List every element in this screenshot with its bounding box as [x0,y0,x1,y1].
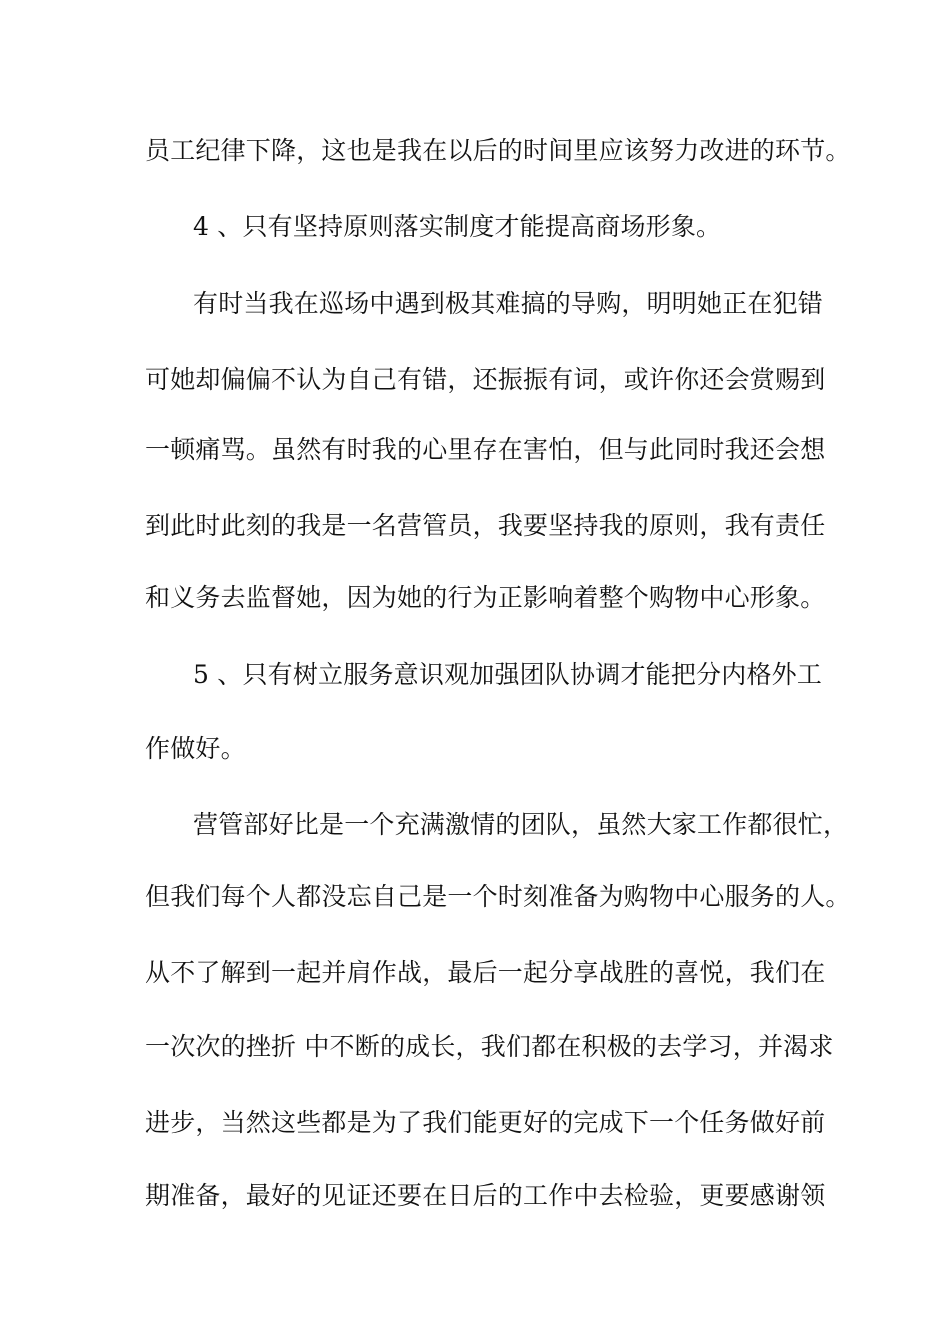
text-line: 和义务去监督她，因为她的行为正影响着整个购物中心形象。 [145,583,826,612]
text-line: 员工纪律下降，这也是我在以后的时间里应该努力改进的环节。 [145,136,851,165]
text-line: 一次次的挫折 中不断的成长，我们都在积极的去学习，并渴求 [145,1032,834,1061]
text-line: 一顿痛骂。虽然有时我的心里存在害怕，但与此同时我还会想 [145,435,826,464]
section-heading: 5 、只有树立服务意识观加强团队协调才能把分内格外工 [193,660,823,689]
text-line: 作做好。 [145,734,246,763]
text-line: 但我们每个人都没忘自己是一个时刻准备为购物中心服务的人。 [145,882,851,911]
text-line: 进步，当然这些都是为了我们能更好的完成下一个任务做好前 [145,1108,826,1137]
text-line: 营管部好比是一个充满激情的团队，虽然大家工作都很忙， [193,810,849,839]
section-heading: 4 、只有坚持原则落实制度才能提高商场形象。 [193,212,722,241]
text-line: 到此时此刻的我是一名营管员，我要坚持我的原则，我有责任 [145,511,826,540]
text-line: 期准备，最好的见证还要在日后的工作中去检验，更要感谢领 [145,1181,826,1210]
text-line: 有时当我在巡场中遇到极其难搞的导购，明明她正在犯错 [193,289,824,318]
text-line: 可她却偏偏不认为自己有错，还振振有词，或许你还会赏赐到 [145,365,826,394]
text-line: 从不了解到一起并肩作战，最后一起分享战胜的喜悦，我们在 [145,958,826,987]
